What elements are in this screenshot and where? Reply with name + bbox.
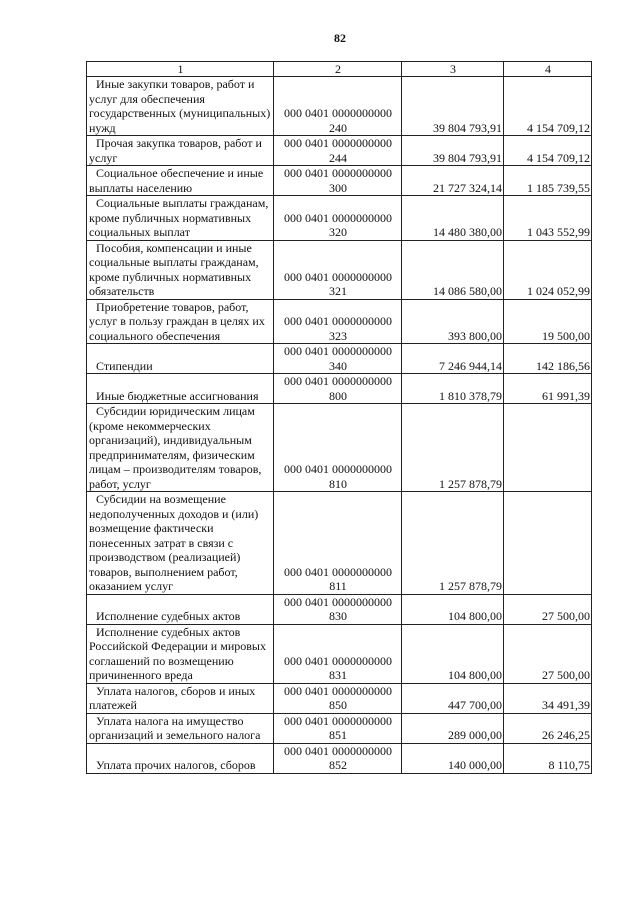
column-header-3: 3 — [402, 62, 504, 77]
row-value-col4-text: 26 246,25 — [542, 728, 590, 742]
row-code-cell — [274, 196, 402, 241]
row-value-col4 — [504, 683, 592, 713]
row-name-cell — [87, 136, 274, 166]
row-code-cell-text: 000 0401 0000000000 810 — [284, 462, 392, 491]
table-row — [87, 683, 592, 713]
row-value-col3-text: 39 804 793,91 — [433, 120, 502, 135]
row-value-col3-text: 1 257 878,79 — [439, 476, 502, 491]
row-name-cell-text: Социальное обеспечение и иные выплаты населению — [89, 166, 264, 195]
row-value-col4 — [504, 299, 592, 344]
row-name-cell — [87, 683, 274, 713]
table-row — [87, 624, 592, 683]
row-name-cell-text: Исполнение судебных актов — [96, 609, 241, 623]
row-value-col3 — [402, 196, 504, 241]
row-name-cell — [87, 344, 274, 374]
row-value-col4-text: 142 186,56 — [536, 358, 590, 373]
row-code-cell-text: 000 0401 0000000000 831 — [284, 653, 392, 682]
row-value-col4 — [504, 196, 592, 241]
row-code-cell — [274, 594, 402, 624]
row-value-col4 — [504, 240, 592, 299]
column-header-2: 2 — [274, 62, 402, 77]
row-value-col3-text: 393 800,00 — [448, 328, 502, 343]
row-name-cell — [87, 404, 274, 492]
row-code-cell-text: 000 0401 0000000000 800 — [284, 374, 392, 403]
row-value-col4 — [504, 492, 592, 595]
table-row — [87, 299, 592, 344]
row-value-col4 — [504, 713, 592, 743]
table-row — [87, 344, 592, 374]
row-value-col4 — [504, 594, 592, 624]
row-value-col3 — [402, 743, 504, 773]
table-row — [87, 713, 592, 743]
row-code-cell — [274, 374, 402, 404]
budget-table — [86, 61, 592, 774]
table-row — [87, 166, 592, 196]
row-value-col4-text: 4 154 709,12 — [527, 120, 590, 135]
row-value-col4-text: 27 500,00 — [542, 609, 590, 623]
row-value-col3-text: 140 000,00 — [448, 758, 502, 772]
row-name-cell-text: Субсидии юридическим лицам (кроме некоммерческих организаций), индивидуальным предпринимателям, физическим лицам – производителям товаров, работ, услуг — [89, 404, 262, 491]
column-header-1: 1 — [87, 62, 274, 77]
row-name-cell-text: Исполнение судебных актов Российской Федерации и мировых соглашений по возмещению причиненного вреда — [89, 624, 266, 682]
row-code-cell — [274, 77, 402, 136]
row-name-cell-text: Иные закупки товаров, работ и услуг для обеспечения государственных (муниципальных) нужд — [89, 77, 271, 135]
row-code-cell — [274, 240, 402, 299]
table-row — [87, 240, 592, 299]
table-row — [87, 136, 592, 166]
row-code-cell-text: 000 0401 0000000000 851 — [284, 713, 392, 742]
row-value-col3 — [402, 404, 504, 492]
row-code-cell-text: 000 0401 0000000000 320 — [284, 210, 392, 239]
row-value-col3 — [402, 344, 504, 374]
row-value-col3-text: 289 000,00 — [448, 728, 502, 742]
row-code-cell-text: 000 0401 0000000000 850 — [284, 683, 392, 712]
row-value-col3 — [402, 683, 504, 713]
row-code-cell — [274, 743, 402, 773]
table-row — [87, 374, 592, 404]
row-value-col3 — [402, 299, 504, 344]
row-name-cell-text: Иные бюджетные ассигнования — [96, 388, 259, 403]
row-name-cell-text: Приобретение товаров, работ, услуг в пользу граждан в целях их социального обеспечения — [89, 299, 265, 343]
row-code-cell — [274, 404, 402, 492]
row-value-col4-text: 1 185 739,55 — [527, 180, 590, 195]
row-value-col4-text: 61 991,39 — [542, 388, 590, 403]
row-value-col4-text: 34 491,39 — [542, 698, 590, 712]
row-value-col4 — [504, 404, 592, 492]
row-value-col3-text: 21 727 324,14 — [433, 180, 502, 195]
row-value-col3-text: 1 810 378,79 — [439, 388, 502, 403]
table-row — [87, 196, 592, 241]
row-name-cell — [87, 492, 274, 595]
row-name-cell — [87, 743, 274, 773]
row-name-cell-text: Пособия, компенсации и иные социальные выплаты гражданам, кроме публичных нормативных обязательств — [89, 240, 259, 298]
row-value-col3-text: 7 246 944,14 — [439, 358, 502, 373]
row-name-cell — [87, 77, 274, 136]
row-code-cell-text: 000 0401 0000000000 240 — [284, 106, 392, 135]
row-name-cell — [87, 624, 274, 683]
row-code-cell — [274, 624, 402, 683]
row-value-col3-text: 447 700,00 — [448, 698, 502, 712]
row-name-cell-text: Социальные выплаты гражданам, кроме публичных нормативных социальных выплат — [89, 196, 269, 239]
row-code-cell — [274, 344, 402, 374]
row-code-cell-text: 000 0401 0000000000 811 — [284, 564, 392, 593]
row-code-cell — [274, 683, 402, 713]
row-name-cell — [87, 166, 274, 196]
row-code-cell — [274, 299, 402, 344]
row-value-col3 — [402, 713, 504, 743]
row-value-col4-text: 27 500,00 — [542, 668, 590, 682]
row-code-cell-text: 000 0401 0000000000 300 — [284, 166, 392, 195]
row-value-col4 — [504, 166, 592, 196]
row-code-cell — [274, 713, 402, 743]
row-code-cell — [274, 136, 402, 166]
row-name-cell-text: Прочая закупка товаров, работ и услуг — [89, 136, 262, 165]
row-value-col4 — [504, 743, 592, 773]
row-code-cell-text: 000 0401 0000000000 830 — [284, 594, 392, 623]
row-name-cell — [87, 594, 274, 624]
page-number: 82 — [334, 31, 346, 45]
row-value-col4-text: 4 154 709,12 — [527, 150, 590, 165]
row-name-cell-text: Уплата прочих налогов, сборов — [96, 758, 256, 772]
row-name-cell — [87, 240, 274, 299]
row-name-cell — [87, 299, 274, 344]
row-code-cell-text: 000 0401 0000000000 323 — [284, 314, 392, 343]
row-name-cell-text: Уплата налогов, сборов и иных платежей — [89, 683, 256, 712]
row-code-cell-text: 000 0401 0000000000 244 — [284, 136, 392, 165]
row-name-cell — [87, 713, 274, 743]
row-value-col3 — [402, 240, 504, 299]
row-value-col3-text: 14 480 380,00 — [433, 225, 502, 239]
row-value-col4-text: 1 043 552,99 — [527, 225, 590, 239]
row-value-col4 — [504, 77, 592, 136]
row-value-col4-text: 19 500,00 — [542, 328, 590, 343]
row-value-col4-text: 1 024 052,99 — [527, 284, 590, 298]
row-value-col4 — [504, 136, 592, 166]
row-value-col3 — [402, 624, 504, 683]
row-value-col3 — [402, 166, 504, 196]
row-value-col4 — [504, 344, 592, 374]
table-row — [87, 743, 592, 773]
row-value-col3 — [402, 374, 504, 404]
row-code-cell-text: 000 0401 0000000000 321 — [284, 269, 392, 298]
row-name-cell-text: Стипендии — [96, 358, 153, 373]
row-code-cell-text: 000 0401 0000000000 852 — [284, 743, 392, 772]
row-value-col3 — [402, 492, 504, 595]
row-value-col3 — [402, 136, 504, 166]
row-value-col3-text: 104 800,00 — [448, 668, 502, 682]
table-row — [87, 492, 592, 595]
table-row — [87, 77, 592, 136]
row-name-cell-text: Субсидии на возмещение недополученных доходов и (или) возмещение фактически понесенных затрат в связи с производством (реализацией) товаров, выполнением работ, оказанием услуг — [89, 492, 259, 593]
row-value-col3 — [402, 77, 504, 136]
row-value-col3 — [402, 594, 504, 624]
row-value-col3-text: 14 086 580,00 — [433, 284, 502, 298]
table-row — [87, 404, 592, 492]
row-value-col3-text: 39 804 793,91 — [433, 150, 502, 165]
row-name-cell-text: Уплата налога на имущество организаций и земельного налога — [89, 713, 261, 742]
row-code-cell-text: 000 0401 0000000000 340 — [284, 344, 392, 373]
table-row — [87, 594, 592, 624]
row-value-col4 — [504, 624, 592, 683]
row-value-col4-text: 8 110,75 — [548, 758, 590, 772]
row-name-cell — [87, 196, 274, 241]
row-name-cell — [87, 374, 274, 404]
row-value-col3-text: 104 800,00 — [448, 609, 502, 623]
row-code-cell — [274, 166, 402, 196]
column-header-4: 4 — [504, 62, 592, 77]
row-value-col4 — [504, 374, 592, 404]
row-code-cell — [274, 492, 402, 595]
row-value-col3-text: 1 257 878,79 — [439, 579, 502, 593]
table-header-row — [87, 62, 592, 77]
